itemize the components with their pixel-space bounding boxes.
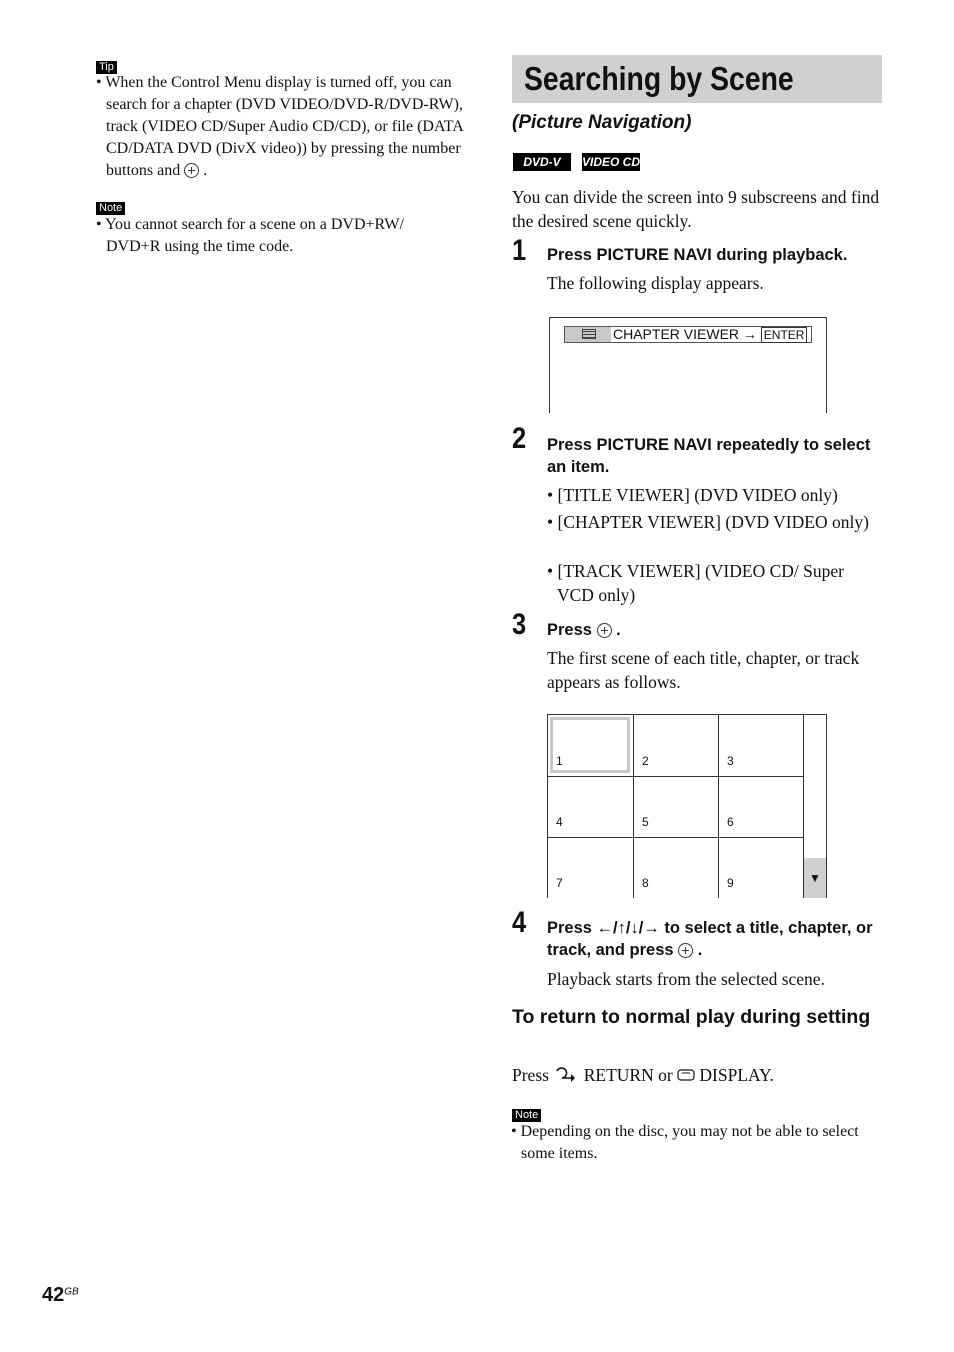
display-label: CHAPTER VIEWER (613, 326, 740, 342)
step-2-bullet-1: • [TITLE VIEWER] (DVD VIDEO only) (547, 485, 838, 505)
step-1-number: 1 (512, 234, 527, 267)
step-4-body: Playback starts from the selected scene. (547, 969, 825, 989)
return-icon (553, 1065, 579, 1089)
grid-cell-5: 5 (634, 777, 719, 838)
return-text: Press RETURN or DISPLAY. (512, 1063, 882, 1089)
step-1-heading: Press PICTURE NAVI during playback. (547, 246, 848, 264)
scroll-down-icon: ▼ (804, 858, 826, 898)
step-4-heading: Press ←/↑/↓/→ to select a title, chapter, or track, and press . (547, 919, 873, 959)
enter-icon (184, 163, 199, 178)
grid-cell-7: 7 (548, 838, 634, 898)
page-number: $42^{GB}$ (42, 1284, 79, 1306)
tip-label: Tip (96, 57, 117, 75)
return-heading: To return to normal play during setting (512, 1006, 871, 1028)
step-2-number: 2 (512, 422, 527, 455)
step-1-body: The following display appears. (547, 273, 764, 293)
step-3-heading: Press . (547, 621, 621, 639)
step-4-number: 4 (512, 906, 527, 939)
section-subtitle: (Picture Navigation) (512, 112, 692, 133)
scene-grid-display (547, 714, 827, 898)
enter-key-label: ENTER (761, 327, 808, 343)
step-2-bullet-2: • [CHAPTER VIEWER] (DVD VIDEO only) (547, 512, 869, 532)
grid-cell-4: 4 (548, 777, 634, 838)
section-intro: You can divide the screen into 9 subscreens and find the desired scene quickly. (512, 187, 880, 231)
note-label: Note (96, 198, 125, 216)
tip-text: • When the Control Menu display is turned off, you can search for a chapter (DVD VIDEO/DVD-R/DVD-RW), track (VIDEO CD/Super Audio CD/CD), or file (DATA CD/DATA DVD (DivX video)) by pressing the number buttons and . (96, 74, 463, 179)
grid-cell-2: 2 (634, 715, 719, 777)
display-label-row (613, 327, 807, 342)
page-title: Searching by Scene (524, 60, 794, 97)
chapter-viewer-display (549, 317, 827, 413)
enter-icon (678, 943, 693, 958)
display-menu-bar (564, 326, 812, 343)
chapter-viewer-icon (582, 329, 596, 339)
enter-icon (597, 623, 612, 638)
grid-scrollbar (804, 715, 826, 898)
display-icon (677, 1064, 695, 1088)
grid-cell-1: 1 (548, 715, 634, 777)
grid-cell-8: 8 (634, 838, 719, 898)
arrow-right-icon: → (742, 326, 757, 342)
note2-text: • Depending on the disc, you may not be able to select some items. (511, 1123, 859, 1162)
step-2-heading: Press PICTURE NAVI repeatedly to select an item. (547, 436, 871, 476)
step-3-number: 3 (512, 608, 527, 641)
grid-cell-6: 6 (719, 777, 804, 838)
step-2-bullet-3: • [TRACK VIEWER] (VIDEO CD/ Super VCD only) (547, 561, 844, 605)
grid-cell-3: 3 (719, 715, 804, 777)
section-title-bar (512, 55, 882, 103)
note-text: • You cannot search for a scene on a DVD+RW/ DVD+R using the time code. (96, 216, 404, 255)
badge-video-cd: VIDEO CD (582, 155, 641, 169)
viewer-icon-area (565, 327, 611, 342)
grid-cell-9: 9 (719, 838, 804, 898)
badge-dvd-v: DVD-V (513, 153, 571, 171)
step-3-body: The first scene of each title, chapter, or track appears as follows. (547, 648, 860, 692)
note2-label: Note (512, 1105, 541, 1123)
